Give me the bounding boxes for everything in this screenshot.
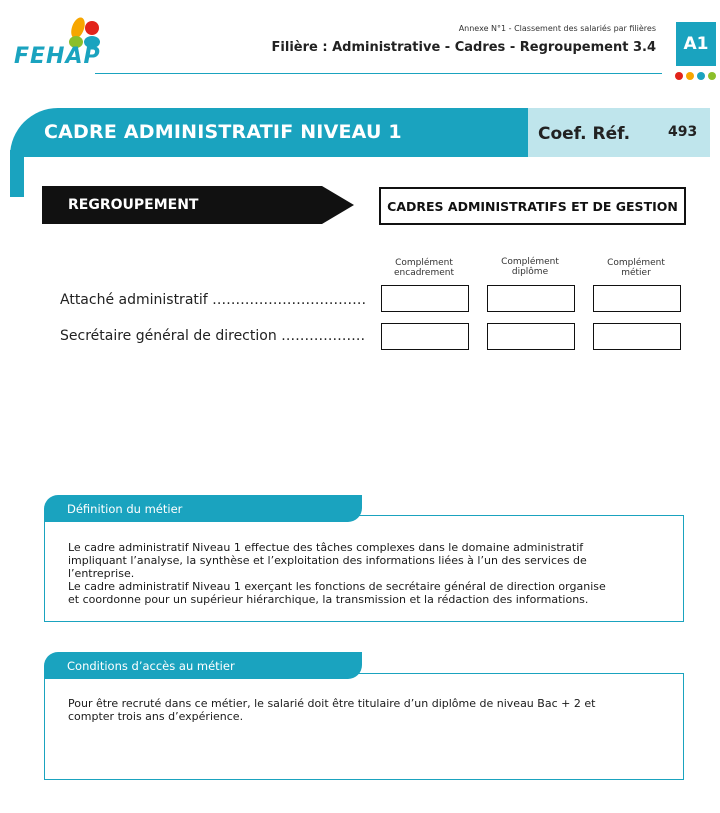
complement-header-line2: diplôme <box>511 267 549 277</box>
complement-header-line2: encadrement <box>394 268 454 278</box>
regroupement-value: CADRES ADMINISTRATIFS ET DE GESTION <box>379 187 686 225</box>
coef-label: Coef. Réf. <box>538 124 631 144</box>
section-badge: A1 <box>676 22 716 66</box>
definition-line: l’entreprise. <box>68 567 135 580</box>
complement-header-line1: Complément <box>501 257 559 267</box>
color-dot-green <box>708 72 716 80</box>
complement-encadrement-field[interactable] <box>381 323 469 350</box>
complement-metier-field[interactable] <box>593 285 681 312</box>
conditions-text <box>68 697 668 723</box>
conditions-tab: Conditions d’accès au métier <box>44 652 362 679</box>
color-dot-orange <box>686 72 694 80</box>
complement-diplome-field[interactable] <box>487 323 575 350</box>
definition-line: Le cadre administratif Niveau 1 exerçant les fonctions de secrétaire général de direction organise <box>68 580 606 593</box>
color-dot-blue <box>697 72 705 80</box>
complement-header-line1: Complément <box>395 258 453 268</box>
complement-diplome-field[interactable] <box>487 285 575 312</box>
definition-line: et coordonne pour un supérieur hiérarchique, la transmission et la rédaction des informations. <box>68 593 589 606</box>
conditions-box <box>44 673 684 780</box>
color-dot-red <box>675 72 683 80</box>
job-title: CADRE ADMINISTRATIF NIVEAU 1 <box>44 121 402 143</box>
filiere-heading: Filière : Administrative - Cadres - Regroupement 3.4 <box>271 40 656 55</box>
regroupement-label: REGROUPEMENT <box>68 197 199 213</box>
annex-caption: Annexe N°1 - Classement des salariés par filières <box>458 24 656 33</box>
definition-tab: Définition du métier <box>44 495 362 522</box>
header-divider <box>95 73 662 74</box>
complement-header-encadrement <box>380 258 468 278</box>
complement-header-diplome <box>486 257 574 277</box>
conditions-line: compter trois ans d’expérience. <box>68 710 244 723</box>
row-label-secretaire: Secrétaire général de direction ……………… <box>60 328 366 344</box>
complement-header-metier <box>592 258 680 278</box>
logo-text: FEHAP <box>14 44 101 69</box>
coef-value: 493 <box>668 124 698 140</box>
conditions-line: Pour être recruté dans ce métier, le salarié doit être titulaire d’un diplôme de niveau Bac + 2 et <box>68 697 596 710</box>
row-label-attache: Attaché administratif …………………………… <box>60 292 367 308</box>
definition-line: Le cadre administratif Niveau 1 effectue des tâches complexes dans le domaine administratif <box>68 541 584 554</box>
complement-header-line1: Complément <box>607 258 665 268</box>
definition-line: impliquant l’analyse, la synthèse et l’exploitation des informations liées à l’un des services de <box>68 554 587 567</box>
definition-text <box>68 541 668 606</box>
title-band-tail <box>10 150 24 197</box>
complement-header-line2: métier <box>621 268 651 278</box>
complement-encadrement-field[interactable] <box>381 285 469 312</box>
complement-metier-field[interactable] <box>593 323 681 350</box>
